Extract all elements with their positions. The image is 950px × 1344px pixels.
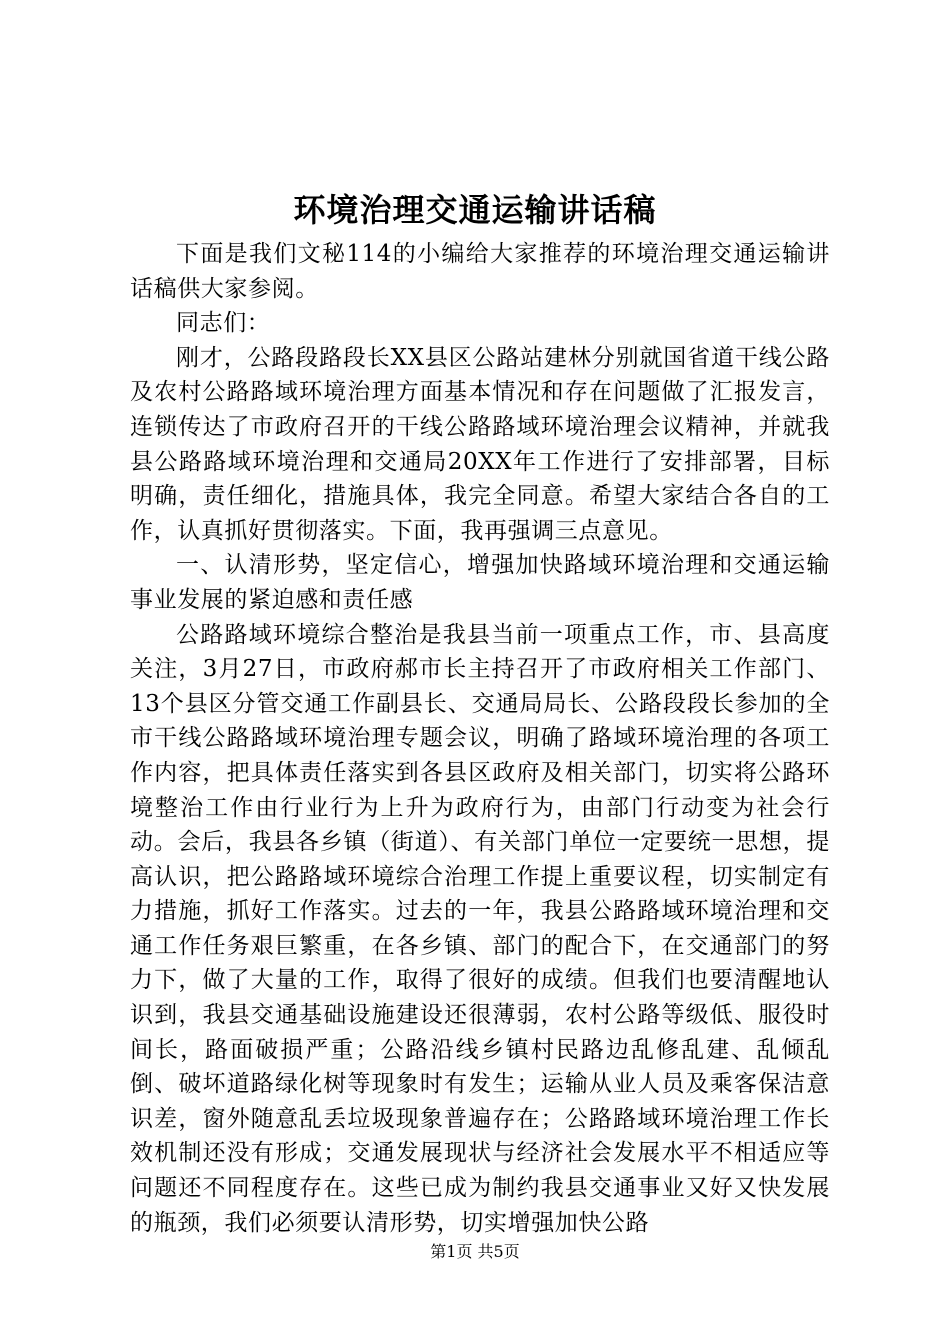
section-heading-paragraph: 一、认清形势，坚定信心，增强加快路域环境治理和交通运输事业发展的紧迫感和责任感: [130, 552, 830, 613]
opening-paragraph: 刚才，公路段路段长XX县区公路站建林分别就国省道干线公路及农村公路路域环境治理方面基本情况和存在问题做了汇报发言，连锁传达了市政府召开的干线公路路域环境治理会议精神，并就我县公路路域环境治理和交通局20XX年工作进行了安排部署，目标明确，责任细化，措施具体，我完全同意。希望大家结合各自的工作，认真抓好贯彻落实。下面，我再强调三点意见。: [130, 344, 830, 544]
document-title: 环境治理交通运输讲话稿: [293, 191, 657, 229]
intro-paragraph: 下面是我们文秘114的小编给大家推荐的环境治理交通运输讲话稿供大家参阅。: [130, 241, 830, 302]
document-body: [130, 237, 830, 1240]
salutation-paragraph: 同志们：: [176, 310, 271, 337]
body-paragraph: 公路路域环境综合整治是我县当前一项重点工作，市、县高度关注，3月27日，市政府郝市长主持召开了市政府相关工作部门、13个县区分管交通工作副县长、交通局局长、公路段段长参加的全市干线公路路域环境治理专题会议，明确了路域环境治理的各项工作内容，把具体责任落实到各县区政府及相关部门，切实将公路环境整治工作由行业行为上升为政府行为，由部门行动变为社会行动。会后，我县各乡镇（街道）、有关部门单位一定要统一思想，提高认识，把公路路域环境综合治理工作提上重要议程，切实制定有力措施，抓好工作落实。过去的一年，我县公路路域环境治理和交通工作任务艰巨繁重，在各乡镇、部门的配合下，在交通部门的努力下，做了大量的工作，取得了很好的成绩。但我们也要清醒地认识到，我县交通基础设施建设还很薄弱，农村公路等级低、服役时间长，路面破损严重；公路沿线乡镇村民路边乱修乱建、乱倾乱倒、破坏道路绿化树等现象时有发生；运输从业人员及乘客保洁意识差，窗外随意乱丢垃圾现象普遍存在；公路路域环境治理工作长效机制还没有形成；交通发展现状与经济社会发展水平不相适应等问题还不同程度存在。这些已成为制约我县交通事业又好又快发展的瓶颈，我们必须要认清形势，切实增强加快公路: [130, 621, 830, 1236]
page-number-footer: 第1页 共5页: [430, 1242, 520, 1261]
